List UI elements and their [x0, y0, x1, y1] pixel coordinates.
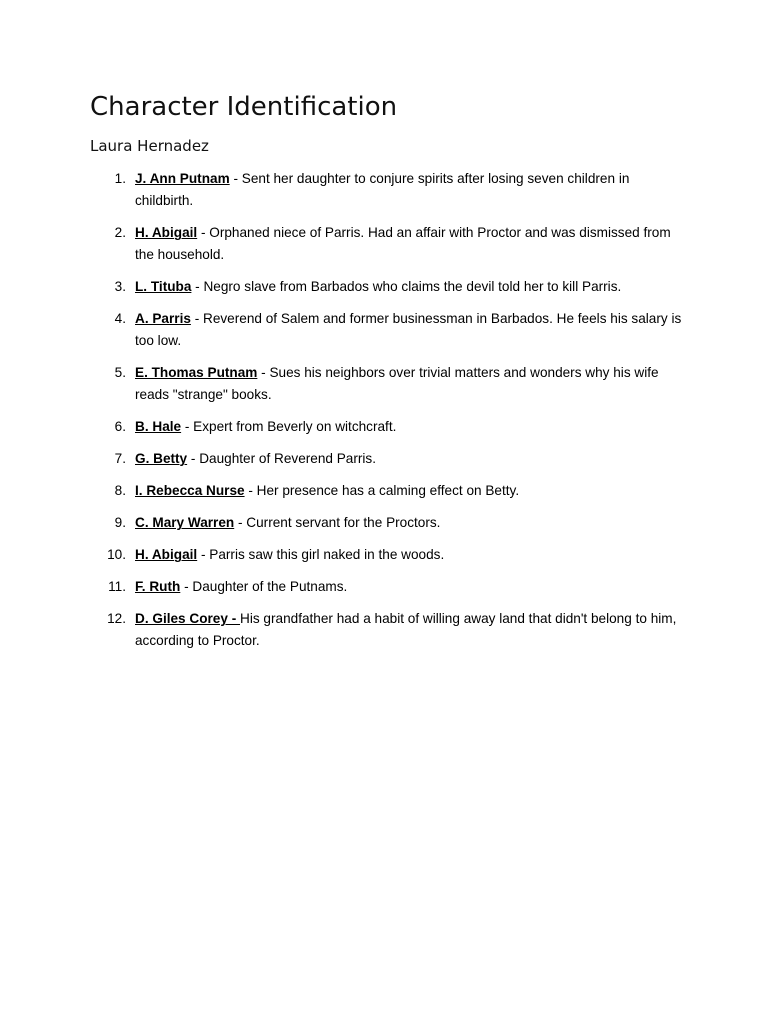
- character-name: F. Ruth: [135, 579, 181, 594]
- item-number: 4.: [114, 311, 126, 326]
- list-item: [100, 608, 682, 652]
- character-name: E. Thomas Putnam: [135, 365, 258, 380]
- document-title: Character Identification: [90, 92, 398, 122]
- character-description: - Expert from Beverly on witchcraft.: [181, 419, 397, 434]
- character-description: - Current servant for the Proctors.: [234, 515, 441, 530]
- item-number: 3.: [114, 279, 126, 294]
- item-number: 9.: [114, 515, 126, 530]
- character-name: A. Parris: [135, 311, 191, 326]
- character-description: - Sues his neighbors over trivial matters and wonders why his wife reads "strange" books.: [135, 365, 659, 402]
- list-item: [100, 416, 682, 438]
- list-item: [100, 308, 682, 352]
- character-description: - Daughter of the Putnams.: [180, 579, 348, 594]
- item-number: 1.: [114, 171, 126, 186]
- list-item: [100, 222, 682, 266]
- item-number: 6.: [114, 419, 126, 434]
- list-item: [100, 448, 682, 470]
- character-name: D. Giles Corey -: [135, 611, 241, 626]
- character-name: H. Abigail: [135, 547, 198, 562]
- item-number: 5.: [114, 365, 126, 380]
- character-name: G. Betty: [135, 451, 188, 466]
- character-description: - Daughter of Reverend Parris.: [187, 451, 377, 466]
- list-item: [100, 576, 682, 598]
- character-name: B. Hale: [135, 419, 182, 434]
- list-item: [100, 362, 682, 406]
- character-description: - Her presence has a calming effect on Betty.: [244, 483, 520, 498]
- character-name: C. Mary Warren: [135, 515, 235, 530]
- item-number: 8.: [114, 483, 126, 498]
- character-description: His grandfather had a habit of willing away land that didn't belong to him, according to Proctor.: [135, 611, 677, 648]
- character-name: H. Abigail: [135, 225, 198, 240]
- list-item: [100, 512, 682, 534]
- character-name: I. Rebecca Nurse: [135, 483, 245, 498]
- character-description: - Negro slave from Barbados who claims the devil told her to kill Parris.: [191, 279, 622, 294]
- author-name: Laura Hernadez: [90, 137, 209, 155]
- list-item: [100, 544, 682, 566]
- item-number: 11.: [108, 579, 126, 594]
- item-number: 7.: [114, 451, 126, 466]
- character-description: - Parris saw this girl naked in the woods.: [197, 547, 445, 562]
- item-number: 2.: [114, 225, 126, 240]
- list-item: [100, 480, 682, 502]
- list-item: [100, 168, 682, 212]
- list-item: [100, 276, 682, 298]
- character-description: - Sent her daughter to conjure spirits after losing seven children in childbirth.: [135, 171, 630, 208]
- character-list: [100, 168, 682, 662]
- character-name: J. Ann Putnam: [135, 171, 230, 186]
- item-number: 12.: [107, 611, 126, 626]
- character-description: - Reverend of Salem and former businessman in Barbados. He feels his salary is too low.: [135, 311, 682, 348]
- character-name: L. Tituba: [135, 279, 192, 294]
- character-description: - Orphaned niece of Parris. Had an affair with Proctor and was dismissed from the household.: [135, 225, 671, 262]
- item-number: 10.: [107, 547, 126, 562]
